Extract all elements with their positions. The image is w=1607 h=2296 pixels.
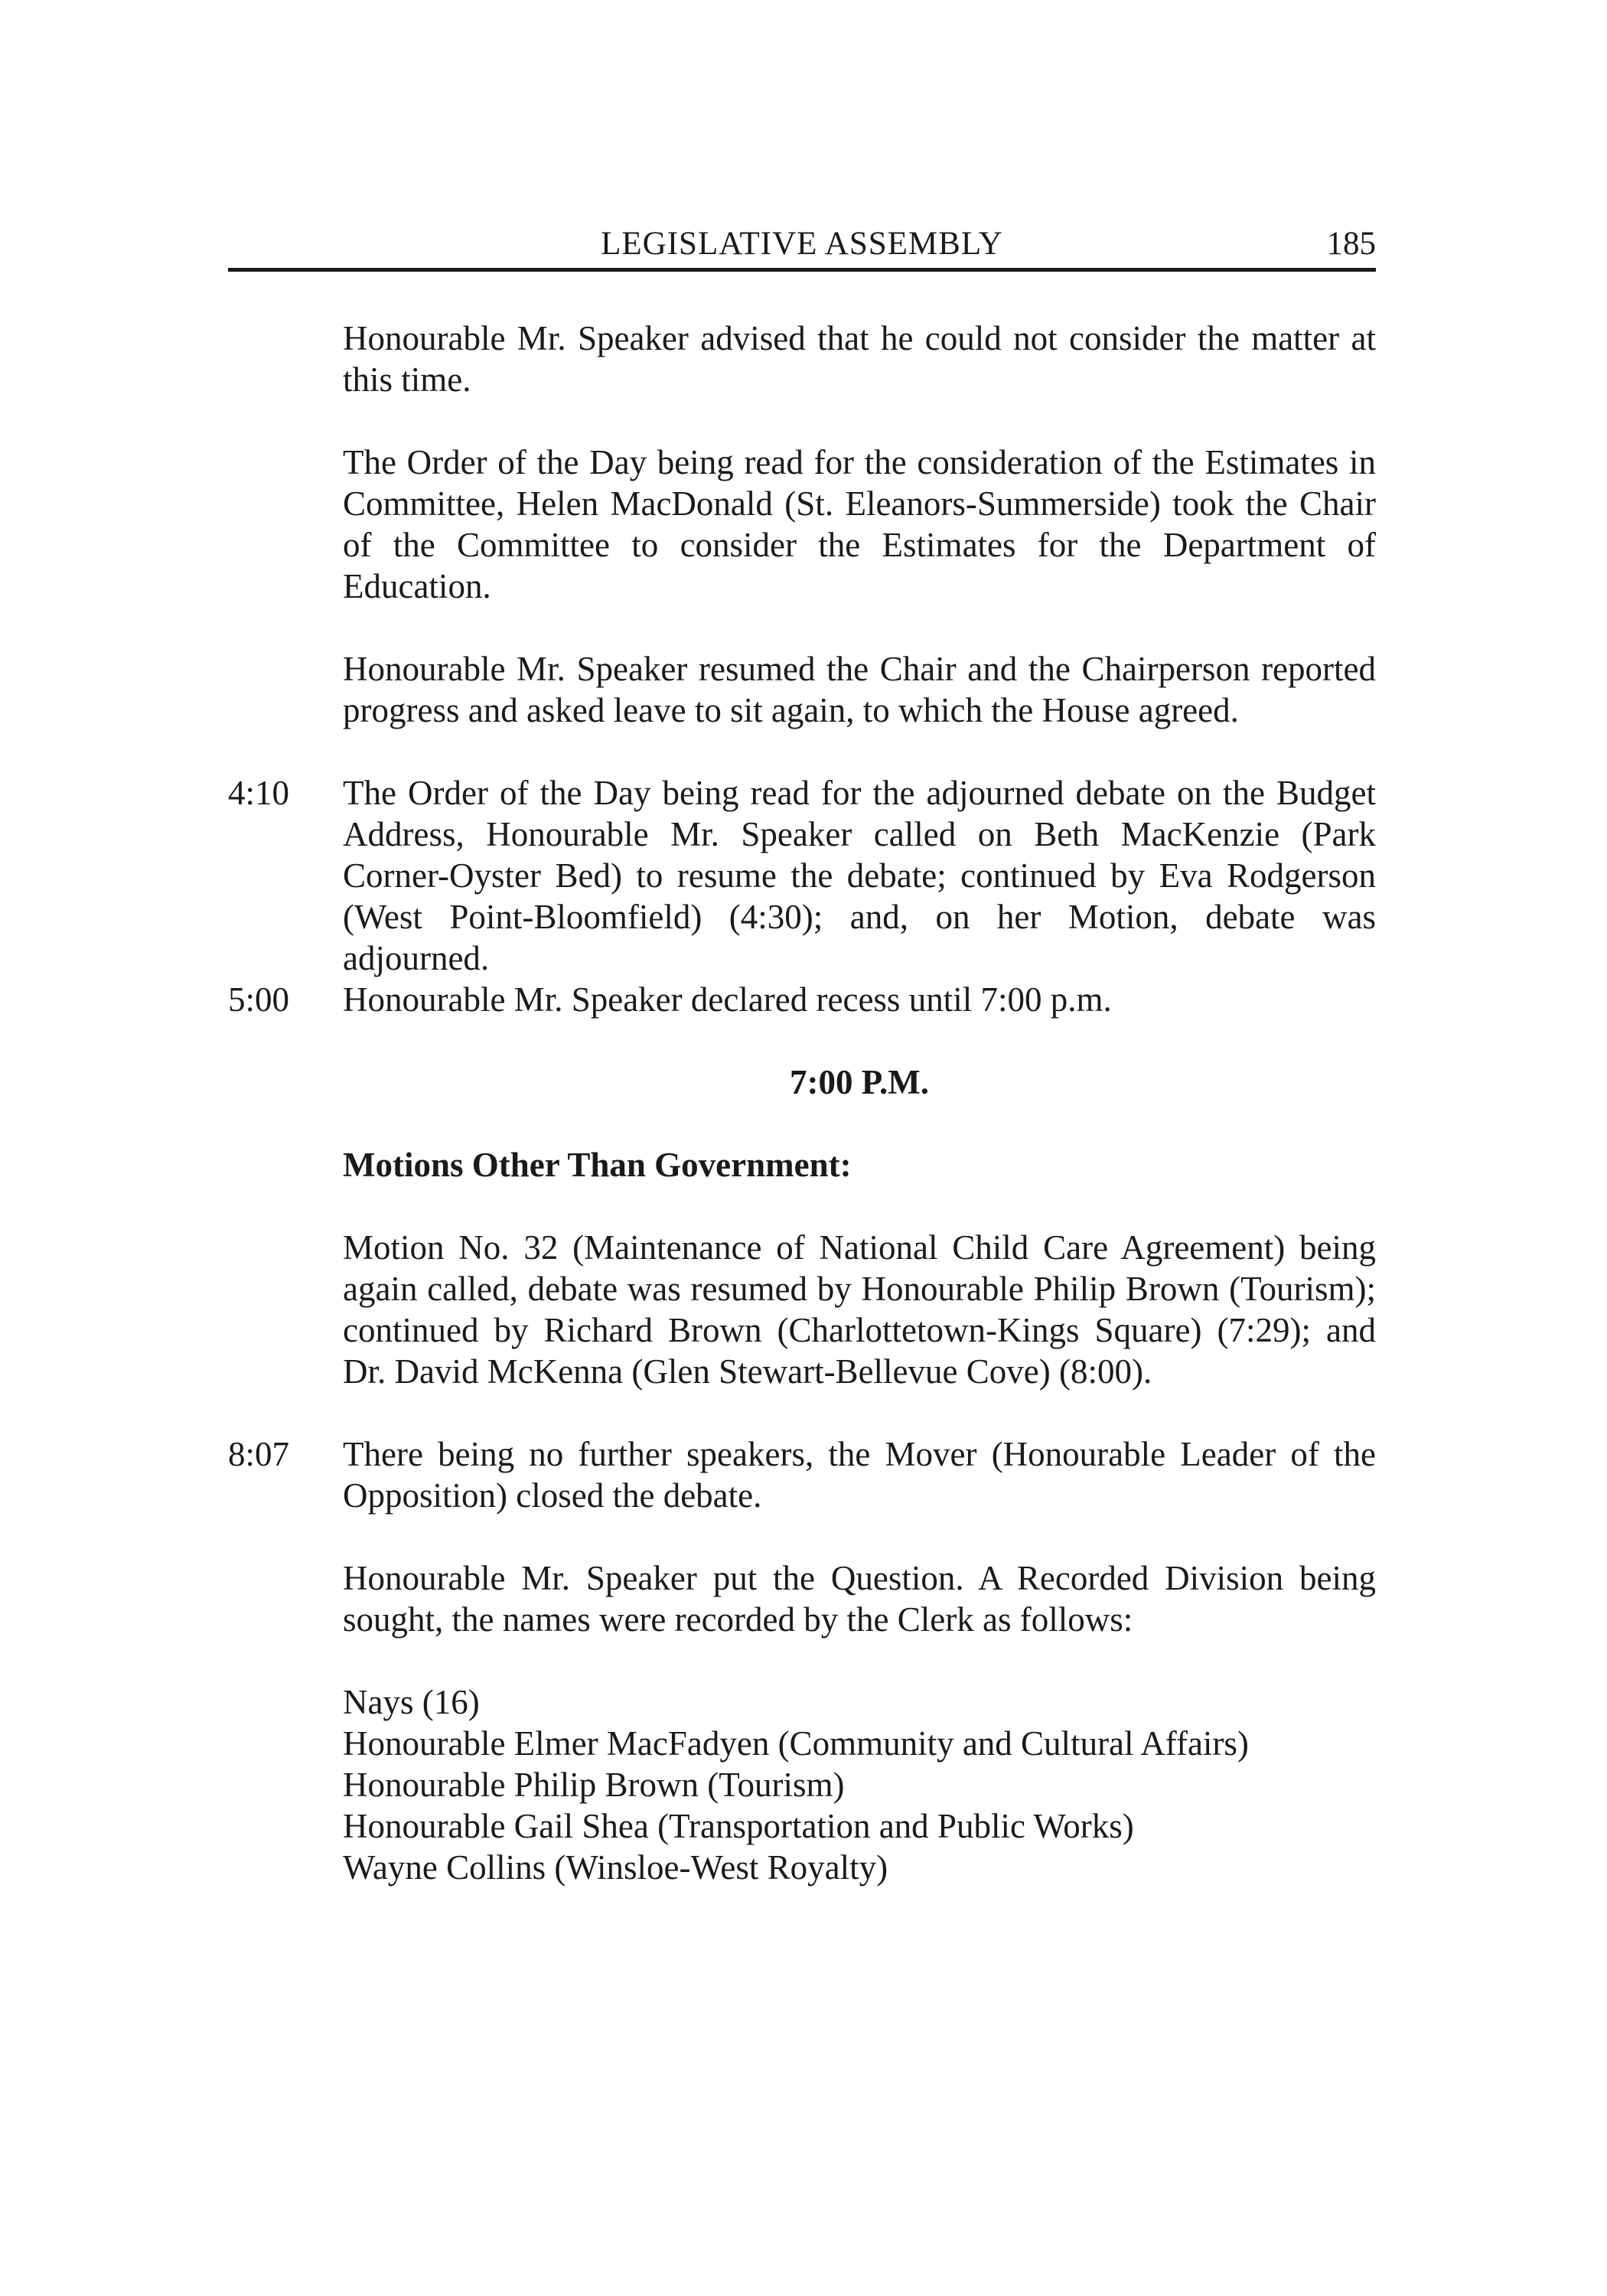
paragraph-speaker-resumed: Honourable Mr. Speaker resumed the Chair and the Chairperson reported progress and asked leave to sit again, to which the House agreed. bbox=[343, 650, 1376, 729]
list-item: Honourable Philip Brown (Tourism) bbox=[343, 1766, 845, 1804]
paragraph-mover-closed: There being no further speakers, the Mover (Honourable Leader of the Opposition) closed the debate. bbox=[343, 1435, 1376, 1515]
page-number: 185 bbox=[1326, 226, 1376, 262]
nays-label: Nays (16) bbox=[343, 1683, 480, 1721]
header-title: LEGISLATIVE ASSEMBLY bbox=[601, 226, 1003, 262]
paragraph-speaker-advised: Honourable Mr. Speaker advised that he could not consider the matter at this time. bbox=[343, 319, 1376, 399]
time-marker-807: 8:07 bbox=[228, 1435, 290, 1473]
paragraph-motion-32: Motion No. 32 (Maintenance of National Child Care Agreement) being again called, debate was resumed by Honourable Philip Brown (Tourism); continued by Richard Brown (Charlottetown-Kings Square) (7:29); and Dr. David McKenna (Glen Stewart-Bellevue Cove) (8:00). bbox=[343, 1228, 1376, 1391]
nays-list bbox=[343, 1681, 1376, 1888]
evening-session-heading: 7:00 P.M. bbox=[789, 1063, 930, 1101]
time-marker-500: 5:00 bbox=[228, 980, 290, 1019]
list-item: Wayne Collins (Winsloe-West Royalty) bbox=[343, 1848, 888, 1887]
paragraph-recorded-division: Honourable Mr. Speaker put the Question. A Recorded Division being sought, the names were recorded by the Clerk as follows: bbox=[343, 1559, 1376, 1639]
paragraph-estimates-committee: The Order of the Day being read for the consideration of the Estimates in Committee, Helen MacDonald (St. Eleanors-Summerside) took the Chair of the Committee to consider the Estimates for the Department of Education. bbox=[343, 443, 1376, 605]
motions-heading: Motions Other Than Government: bbox=[343, 1146, 852, 1184]
page-header bbox=[228, 225, 1376, 272]
list-item: Honourable Gail Shea (Transportation and Public Works) bbox=[343, 1807, 1134, 1845]
paragraph-budget-debate: The Order of the Day being read for the adjourned debate on the Budget Address, Honourable Mr. Speaker called on Beth MacKenzie (Park Corner-Oyster Bed) to resume the debate; continued by Eva Rodgerson (West Point-Bloomfield) (4:30); and, on her Motion, debate was adjourned. bbox=[343, 774, 1376, 977]
time-marker-410: 4:10 bbox=[228, 774, 290, 812]
paragraph-recess: Honourable Mr. Speaker declared recess until 7:00 p.m. bbox=[343, 980, 1112, 1019]
list-item: Honourable Elmer MacFadyen (Community and Cultural Affairs) bbox=[343, 1724, 1249, 1763]
